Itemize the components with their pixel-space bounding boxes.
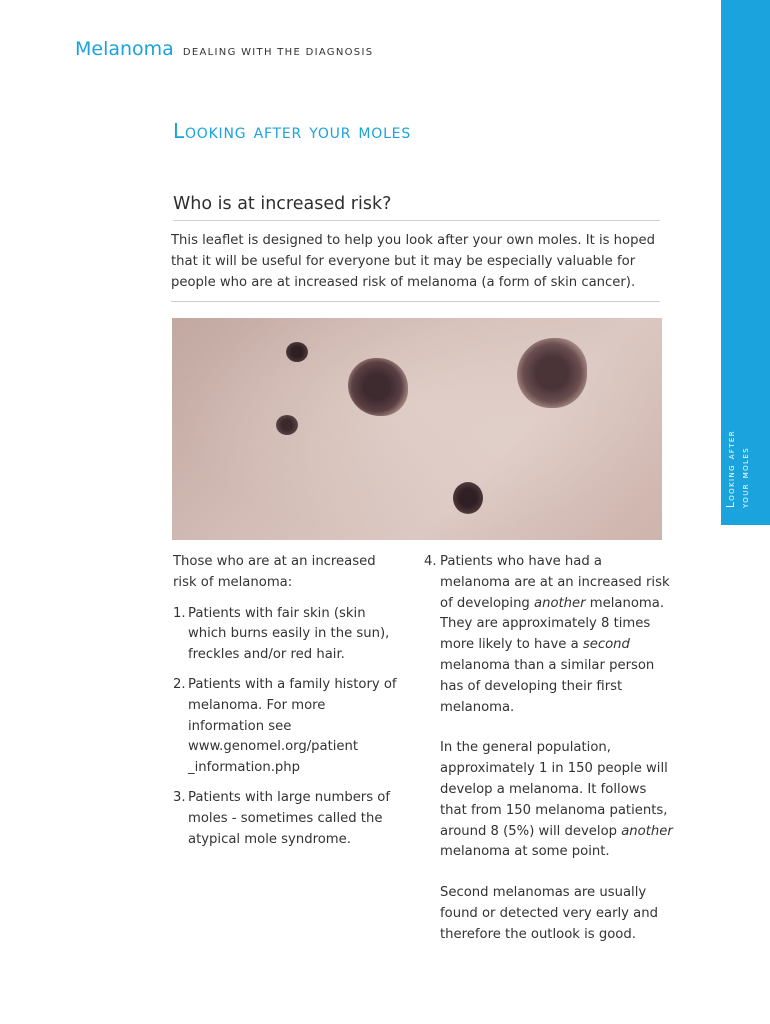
paragraph-text-part: melanoma at some point. [440, 844, 610, 860]
list-text: Patients with a family history of melanoma. For more information see www.genomel.org/patient _information.php [188, 676, 397, 776]
right-column [424, 552, 674, 946]
emphasis-text: another [534, 595, 586, 611]
mole-image-spot [517, 338, 587, 408]
mole-image-spot [286, 342, 308, 362]
running-header [75, 38, 373, 60]
list-text-part: melanoma than a similar person has of developing their first melanoma. [440, 657, 655, 715]
side-tab-label [724, 368, 752, 508]
list-text: Patients with large numbers of moles - sometimes called the atypical mole syndrome. [188, 789, 391, 847]
side-tab-line-1: Looking after [725, 430, 737, 508]
paragraph-text-part: In the general population, approximately 1 in 150 people will develop a melanoma. It follows that from 150 melanoma patients, around 8 (5%) will develop [440, 740, 668, 839]
page-title: Looking after your moles [173, 119, 412, 143]
list-item [424, 552, 674, 718]
list-item [173, 788, 398, 850]
risk-list-continued [424, 552, 674, 718]
mole-image-spot [276, 415, 298, 435]
moles-photo [172, 318, 662, 540]
list-number: 1. [173, 605, 186, 621]
mole-image-spot [348, 358, 408, 416]
emphasis-text: second [582, 637, 630, 653]
list-item [173, 675, 398, 779]
mole-image-spot [453, 482, 483, 514]
header-subtitle: DEALING WITH THE DIAGNOSIS [182, 47, 374, 58]
list-number: 4. [424, 554, 437, 569]
risk-lead-text: Those who are at an increased risk of melanoma: [173, 554, 376, 590]
list-text-part: Patients who have had a melanoma are at an increased risk of developing [440, 554, 670, 611]
risk-list [173, 604, 398, 851]
outlook-paragraph: Second melanomas are usually found or detected very early and therefore the outlook is good. [440, 885, 658, 942]
section-heading: Who is at increased risk? [173, 194, 660, 221]
emphasis-text: another [621, 823, 673, 839]
intro-paragraph: This leaflet is designed to help you look after your own moles. It is hoped that it will be useful for everyone but it may be especially valuable for people who are at increased risk of melanoma (a form of skin cancer). [171, 231, 660, 302]
side-tab-line-2: your moles [739, 446, 751, 508]
left-column [173, 552, 398, 859]
list-number: 3. [173, 789, 186, 805]
list-item [173, 604, 398, 666]
brand-title: Melanoma [75, 38, 174, 60]
list-text: Patients with fair skin (skin which burns easily in the sun), freckles and/or red hair. [188, 605, 390, 663]
list-text-part: melanoma. They are approximately 8 times more likely to have a [440, 595, 665, 653]
population-paragraph [424, 738, 674, 863]
list-number: 2. [173, 676, 186, 692]
